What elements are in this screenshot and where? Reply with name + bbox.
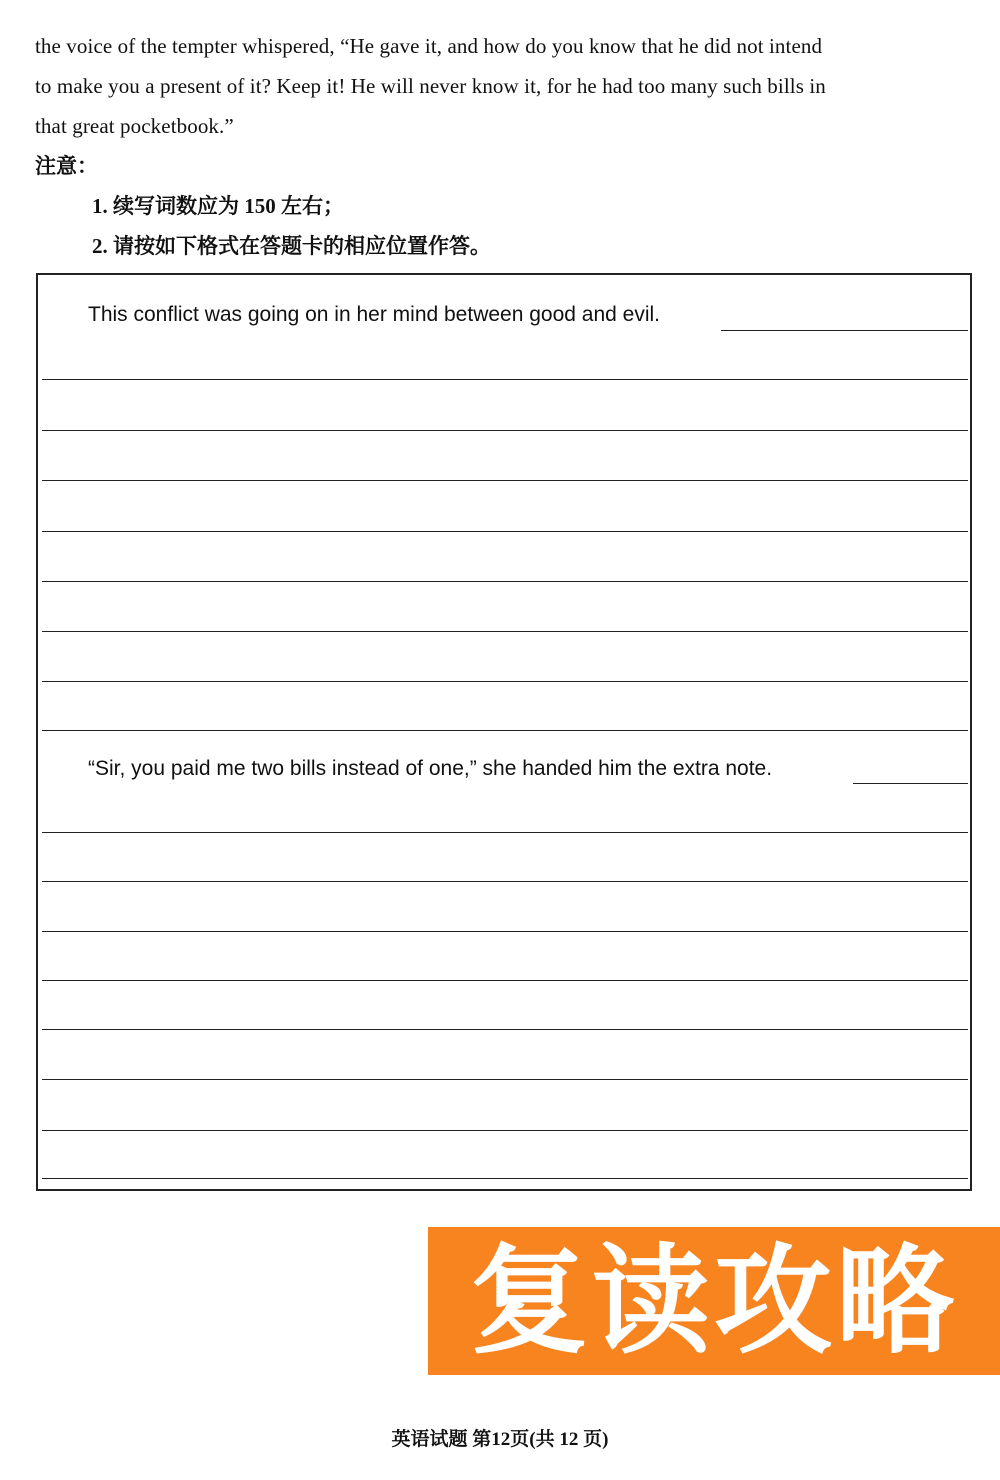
writing-line[interactable] (42, 631, 968, 632)
notes-title: 注意： (35, 154, 98, 178)
watermark-banner (428, 1227, 1000, 1375)
watermark-text: 复读攻略 (469, 1232, 958, 1370)
passage-line: that great pocketbook.” (35, 114, 234, 138)
paragraph-2-opening-sentence: “Sir, you paid me two bills instead of one,” she handed him the extra note. (88, 757, 773, 780)
writing-line[interactable] (42, 881, 968, 882)
writing-line[interactable] (42, 1029, 968, 1030)
writing-line[interactable] (42, 681, 968, 682)
note-item-format: 2. 请按如下格式在答题卡的相应位置作答。 (92, 234, 491, 258)
writing-line[interactable] (42, 1178, 968, 1179)
paragraph-1-opening-sentence: This conflict was going on in her mind between good and evil. (88, 303, 661, 326)
writing-line[interactable] (42, 379, 968, 380)
passage-line: the voice of the tempter whispered, “He gave it, and how do you know that he did not intend (35, 34, 823, 58)
writing-line[interactable] (42, 980, 968, 981)
writing-line[interactable] (42, 730, 968, 731)
writing-line[interactable] (721, 330, 968, 331)
page-footer: 英语试题 第12页(共 12 页) (391, 1429, 609, 1450)
note-item-word-count: 1. 续写词数应为 150 左右； (92, 194, 344, 218)
passage-line: to make you a present of it? Keep it! He will never know it, for he had too many such bills in (35, 74, 826, 98)
writing-line[interactable] (42, 531, 968, 532)
writing-line[interactable] (42, 430, 968, 431)
writing-line[interactable] (42, 931, 968, 932)
writing-line[interactable] (42, 1079, 968, 1080)
writing-line[interactable] (42, 832, 968, 833)
writing-line[interactable] (42, 581, 968, 582)
writing-line[interactable] (42, 480, 968, 481)
writing-line[interactable] (853, 783, 968, 784)
writing-line[interactable] (42, 1130, 968, 1131)
passage-text (35, 26, 985, 146)
answer-writing-box (36, 273, 972, 1191)
